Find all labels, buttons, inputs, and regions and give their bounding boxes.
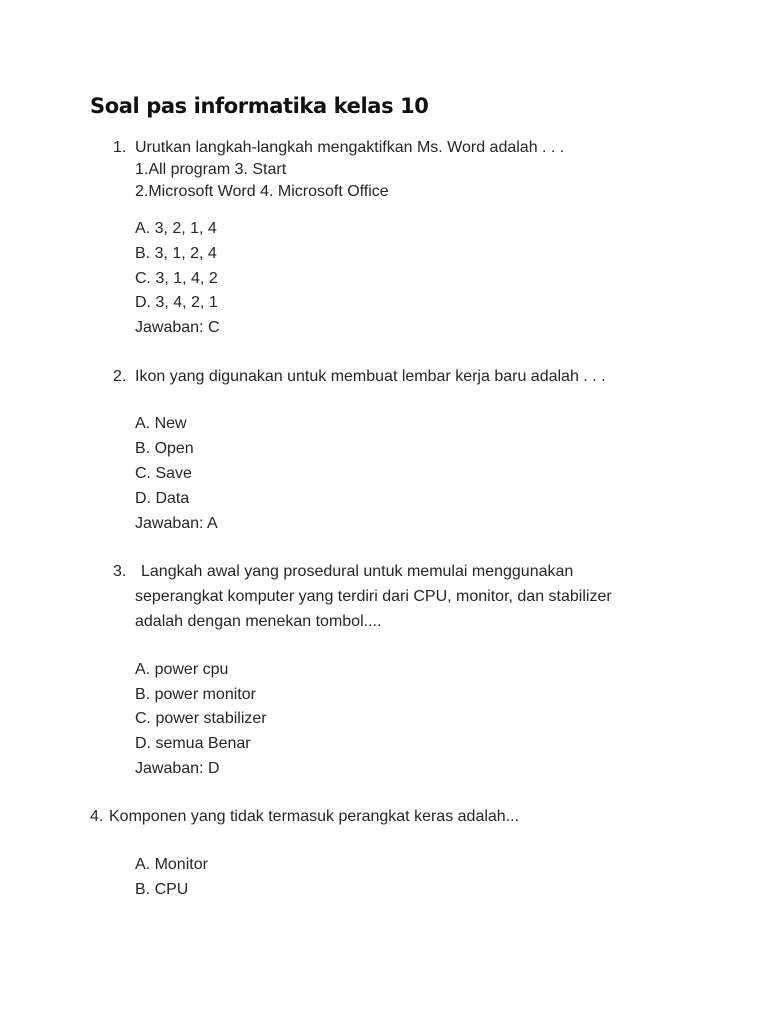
answer-key: Jawaban: D <box>135 760 220 777</box>
question-text: 2.Microsoft Word 4. Microsoft Office <box>135 183 389 200</box>
question-text: 1.All program 3. Start <box>135 161 287 178</box>
answer-option: B. Open <box>135 440 194 457</box>
question-text: Ikon yang digunakan untuk membuat lembar kerja baru adalah . . . <box>135 368 606 385</box>
question-number: 4. <box>90 808 104 825</box>
answer-option: B. 3, 1, 2, 4 <box>135 245 217 262</box>
answer-option: B. CPU <box>135 881 189 898</box>
answer-option: C. power stabilizer <box>135 710 267 727</box>
answer-option: A. New <box>135 415 187 432</box>
answer-option: A. power cpu <box>135 661 229 678</box>
question-text: seperangkat komputer yang terdiri dari CPU, monitor, dan stabilizer <box>135 588 612 605</box>
answer-key: Jawaban: C <box>135 319 220 336</box>
question-text: Komponen yang tidak termasuk perangkat keras adalah... <box>109 808 520 825</box>
answer-option: D. semua Benar <box>135 735 251 752</box>
question-number: 1. <box>113 139 127 156</box>
answer-option: D. 3, 4, 2, 1 <box>135 294 218 311</box>
answer-key: Jawaban: A <box>135 515 218 532</box>
question-text: Urutkan langkah-langkah mengaktifkan Ms. Word adalah . . . <box>135 139 565 156</box>
answer-option: B. power monitor <box>135 686 256 703</box>
answer-option: A. Monitor <box>135 856 208 873</box>
answer-option: D. Data <box>135 490 190 507</box>
question-text: Langkah awal yang prosedural untuk memulai menggunakan <box>141 563 574 580</box>
question-number: 3. <box>113 563 127 580</box>
answer-option: C. Save <box>135 465 192 482</box>
question-text: adalah dengan menekan tombol.... <box>135 613 382 630</box>
answer-option: A. 3, 2, 1, 4 <box>135 220 217 237</box>
question-number: 2. <box>113 368 127 385</box>
document-title: Soal pas informatika kelas 10 <box>90 94 429 118</box>
answer-option: C. 3, 1, 4, 2 <box>135 270 218 287</box>
